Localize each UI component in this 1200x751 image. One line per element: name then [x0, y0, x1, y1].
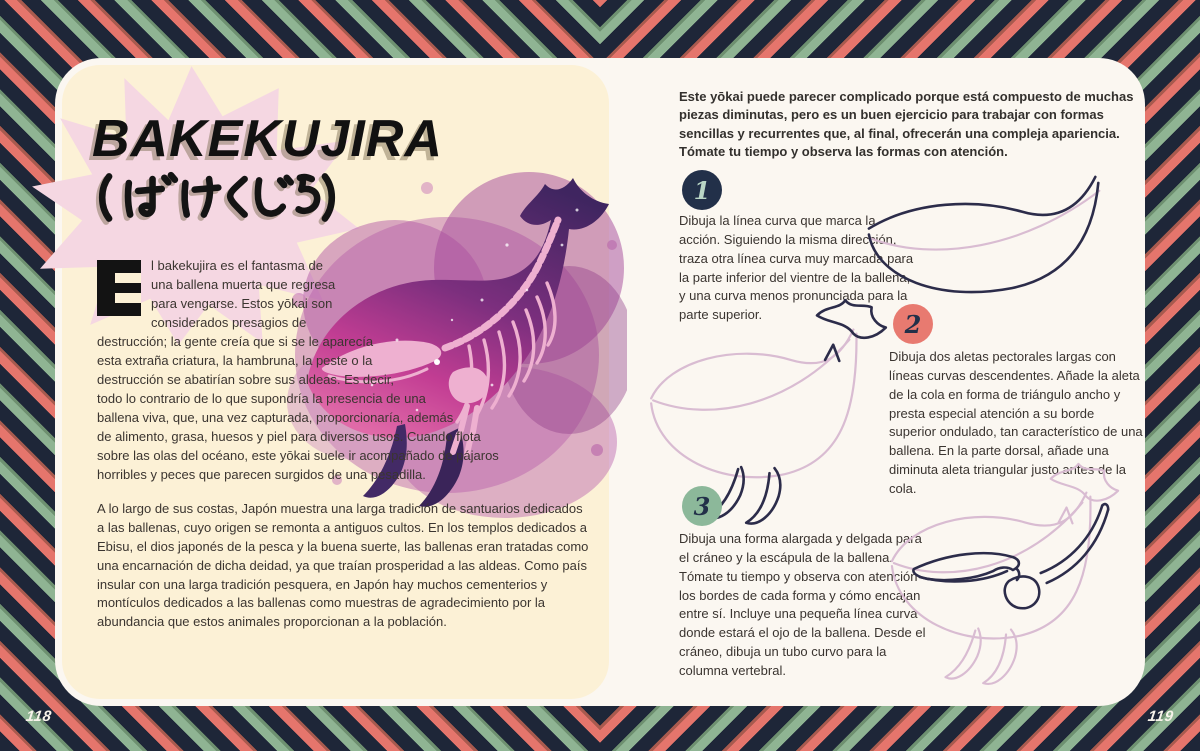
left-page [62, 65, 609, 699]
step-1-badge [682, 170, 722, 210]
book-spread [55, 58, 1145, 706]
page-number-right: 119 [1146, 708, 1175, 725]
page-number-left: 118 [24, 708, 53, 725]
title-block [92, 110, 443, 229]
dropcap-e [97, 260, 141, 316]
paragraph-1 [97, 257, 589, 485]
left-page-body [97, 257, 589, 632]
step-2-number: 2 [904, 309, 922, 339]
paragraph-1-text: l bakekujira es el fantasma de una ballena muerta que regresa para vengarse. Estos yōkai son considerados presagios de destrucción; la gente creía que si se le aparecía esta extraña criatura, la hambruna, la peste o la destrucción se abatirían sobre sus aldeas. Es decir, todo lo contrario de lo que supondría la presencia de una ballena viva, que, una vez capturada, proporcionaría, además de alimento, grasa, huesos y piel para diversos usos. Cuando flota sobre las olas del océano, este yōkai suele ir acompañado de pájaros horribles y peces que parecen surgidos de una pesadilla. [97, 258, 499, 482]
step-1-drawing [855, 158, 1143, 313]
right-page [609, 58, 1145, 706]
tutorial-intro: Este yōkai puede parecer complicado porque está compuesto de muchas piezas diminutas, pero es un buen ejercicio para trabajar con formas sencillas y recurrentes que, al final, ofrecerán una compleja apariencia. Tómate tu tiempo y observa las formas con atención. [679, 89, 1134, 160]
paragraph-2: A lo largo de sus costas, Japón muestra una larga tradición de santuarios dedicados a las ballenas, cuyo origen se remonta a antiguos cultos. En los templos dedicados a Ebisu, el dios japonés de la pesca y la buena suerte, las ballenas eran tratadas como una encarnación de dicha deidad, ya que traían prosperidad a las aldeas. Como país insular con una larga tradición pesquera, en Japón hay muchos cementerios y montículos dedicados a las ballenas como muestras de agradecimiento por la abundancia que estos animales proporcionan a la población. [97, 500, 589, 630]
page-title: BAKEKUJIRA [92, 110, 443, 168]
step-3-number: 3 [693, 491, 711, 521]
step-1-text: Dibuja la línea curva que marca la acción. Siguiendo la misma dirección, traza otra línea curva muy marcada para la parte inferior del vientre de la ballena, y una curva menos pronunciada para la parte superior. [679, 213, 914, 323]
step-3-text: Dibuja una forma alargada y delgada para el cráneo y la escápula de la ballena. Tómate tu tiempo y observa con atención los bordes de cada forma y cómo encajan entre sí. Incluye una pequeña línea curva donde estará el ojo de la ballena. Desde el cráneo, dibuja un tubo curvo para la columna vertebral. [679, 531, 926, 678]
step-3-badge [682, 486, 722, 526]
step-2-text: Dibuja dos aletas pectorales largas con líneas curvas descendentes. Añade la aleta de la cola en forma de triángulo ancho y presta especial atención a su borde superior ondulado, tan característico de una ballena. En la parte dorsal, añade una diminuta aleta triangular justo antes de la cola. [889, 349, 1143, 496]
step-3-drawing [879, 450, 1141, 698]
step-1-number: 1 [693, 175, 711, 205]
title-kana-art [92, 171, 342, 224]
step-2-drawing [637, 296, 905, 526]
